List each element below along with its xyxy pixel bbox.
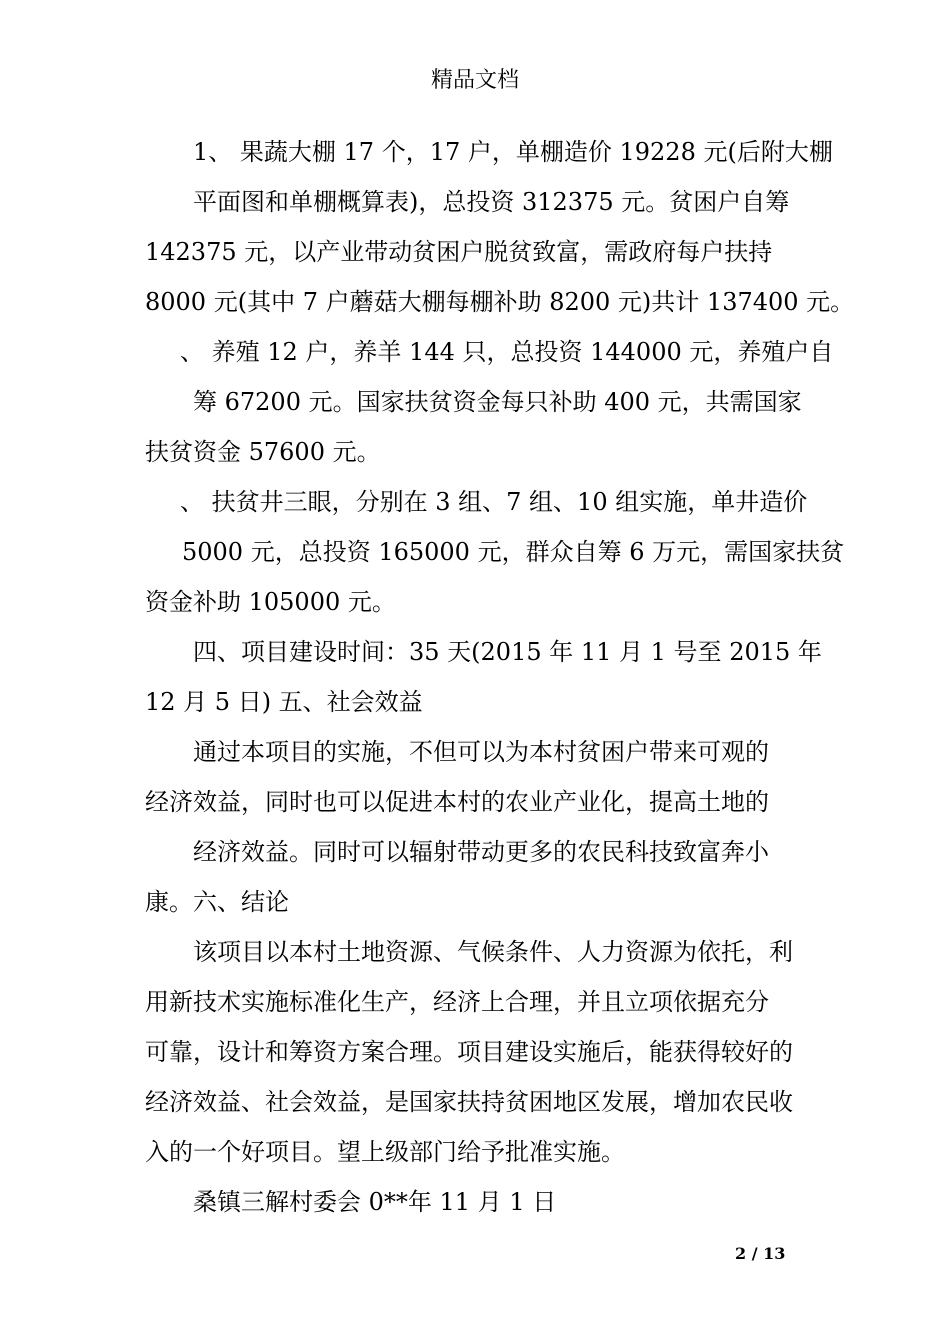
text-line: 142375 元，以产业带动贫困户脱贫致富，需政府每户扶持	[145, 238, 773, 266]
text-line: 康。六、结论	[145, 888, 289, 916]
text-line: 可靠，设计和筹资方案合理。项目建设实施后，能获得较好的	[145, 1038, 793, 1066]
text-line: 8000 元(其中 7 户蘑菇大棚每棚补助 8200 元)共计 137400 元。	[145, 288, 855, 316]
text-line: 经济效益。同时可以辐射带动更多的农民科技致富奔小	[193, 838, 769, 866]
page-number: 2 / 13	[735, 1244, 786, 1263]
text-line: 、 扶贫井三眼，分别在 3 组、7 组、10 组实施，单井造价	[180, 488, 808, 516]
text-line: 四、项目建设时间：35 天(2015 年 11 月 1 号至 2015 年	[193, 638, 822, 666]
text-line: 该项目以本村土地资源、气候条件、人力资源为依托，利	[193, 938, 793, 966]
text-line: 扶贫资金 57600 元。	[145, 438, 381, 466]
text-line: 入的一个好项目。望上级部门给予批准实施。	[145, 1138, 625, 1166]
text-line: 平面图和单棚概算表)，总投资 312375 元。贫困户自筹	[193, 188, 790, 216]
page-header-title: 精品文档	[430, 68, 519, 93]
text-line: 12 月 5 日) 五、社会效益	[145, 688, 423, 716]
signature-line: 桑镇三解村委会 0**年 11 月 1 日	[193, 1188, 557, 1216]
text-line: 5000 元，总投资 165000 元，群众自筹 6 万元，需国家扶贫	[182, 538, 845, 566]
text-line: 经济效益，同时也可以促进本村的农业产业化，提高土地的	[145, 788, 769, 816]
text-line: 资金补助 105000 元。	[145, 588, 396, 616]
text-line: 筹 67200 元。国家扶贫资金每只补助 400 元，共需国家	[193, 388, 802, 416]
text-line: 1、 果蔬大棚 17 个，17 户，单棚造价 19228 元(后附大棚	[193, 138, 833, 166]
text-line: 用新技术实施标准化生产，经济上合理，并且立项依据充分	[145, 988, 769, 1016]
text-line: 经济效益、社会效益，是国家扶持贫困地区发展，增加农民收	[145, 1088, 793, 1116]
text-line: 、 养殖 12 户，养羊 144 只，总投资 144000 元，养殖户自	[180, 338, 834, 366]
text-line: 通过本项目的实施，不但可以为本村贫困户带来可观的	[193, 738, 769, 766]
